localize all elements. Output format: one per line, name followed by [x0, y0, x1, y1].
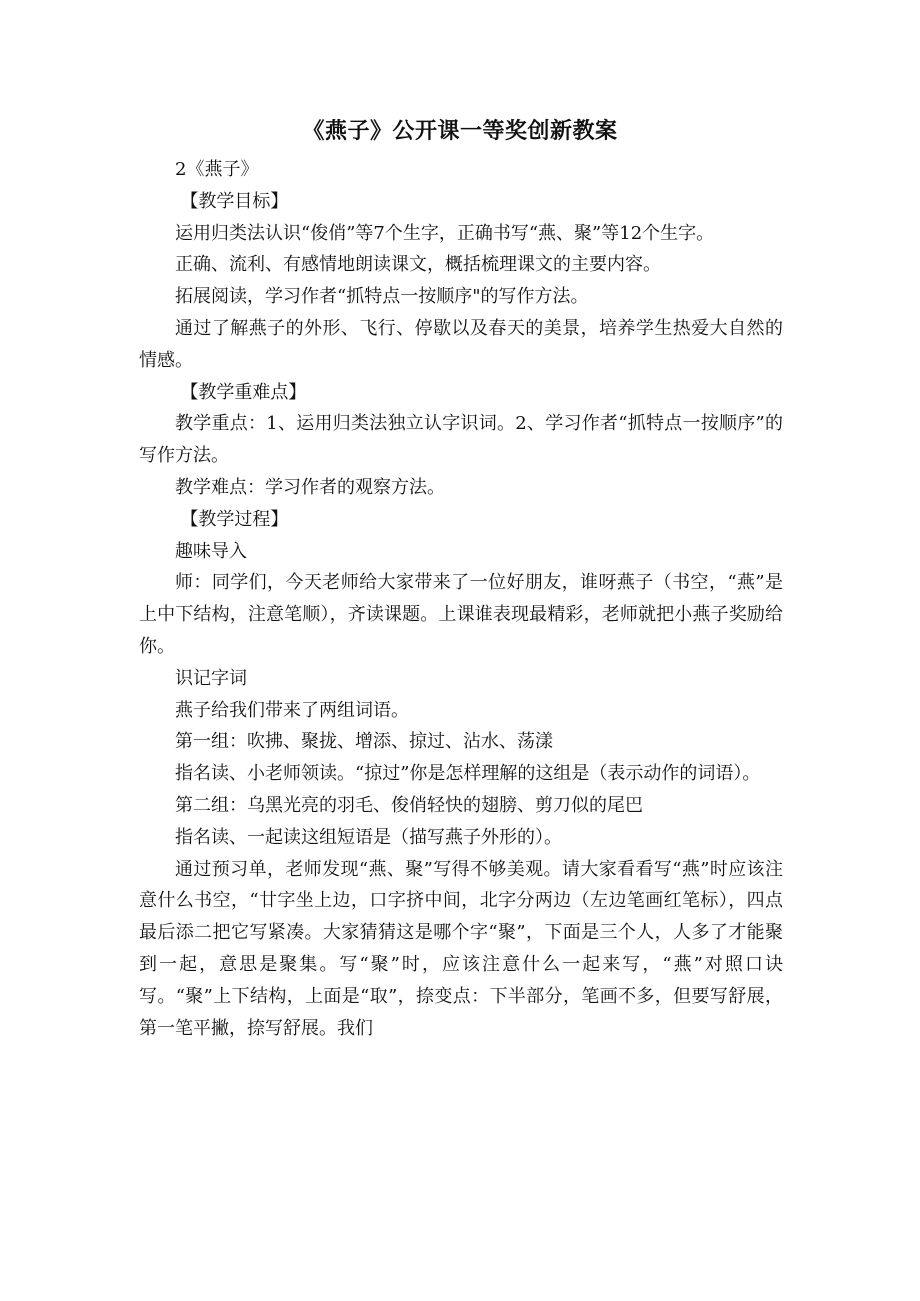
body-paragraph: 指名读、小老师领读。“掠过”你是怎样理解的这组是（表示动作的词语）。	[175, 763, 761, 785]
document-body	[139, 154, 783, 1044]
body-paragraph: 指名读、一起读这组短语是（描写燕子外形的）。	[175, 826, 562, 848]
section-heading-process: 【教学过程】	[180, 508, 289, 530]
objective-paragraph: 正确、流利、有感情地朗读课文，概括梳理课文的主要内容。	[175, 254, 661, 276]
objective-paragraph: 拓展阅读，学习作者“抓特点一按顺序"的写作方法。	[175, 286, 589, 308]
subheading-vocabulary: 识记字词	[175, 667, 247, 689]
body-paragraph: 通过预习单，老师发现“燕、聚”写得不够美观。请大家看看写“燕”时应该注意什么书空，“廿字坐上边，口字挤中间，北字分两边（左边笔画红笔标），四点最后添二把它写紧凑。大家猜猜这是哪个字“聚”，下面是三个人，人多了才能聚到一起，意思是聚集。写“聚”时，应该注意什么一起来写，“燕”对照口诀写。“聚”上下结构，上面是“取”，捺变点：下半部分，笔画不多，但要写舒展，第一笔平撇，捺写舒展。我们	[139, 858, 783, 1039]
body-paragraph: 燕子给我们带来了两组词语。	[175, 699, 409, 721]
section-heading-key-points: 【教学重难点】	[180, 381, 307, 403]
section-heading-objectives: 【教学目标】	[180, 190, 289, 212]
objective-paragraph: 通过了解燕子的外形、飞行、停歇以及春天的美景，培养学生热爱大自然的情感。	[139, 317, 783, 371]
key-point-paragraph: 教学重点：1、运用归类法独立认字识词。2、学习作者“抓特点一按顺序”的写作方法。	[139, 413, 783, 467]
lesson-number: 2《燕子》	[175, 159, 259, 180]
document-title: 《燕子》公开课一等奖创新教案	[302, 119, 618, 144]
difficulty-paragraph: 教学难点：学习作者的观察方法。	[175, 476, 445, 498]
body-paragraph: 师：同学们，今天老师给大家带来了一位好朋友，谁呀燕子（书空，“燕”是上中下结构，注意笔顺），齐读课题。上课谁表现最精彩，老师就把小燕子奖励给你。	[139, 572, 783, 657]
body-paragraph: 第一组：吹拂、聚拢、增添、掠过、沾水、荡漾	[175, 731, 553, 753]
objective-paragraph: 运用归类法认识“俊俏”等7个生字，正确书写“燕、聚”等12个生字。	[175, 222, 715, 244]
body-paragraph: 第二组：乌黑光亮的羽毛、俊俏轻快的翅膀、剪刀似的尾巴	[175, 794, 643, 816]
subheading-intro: 趣味导入	[175, 540, 247, 562]
